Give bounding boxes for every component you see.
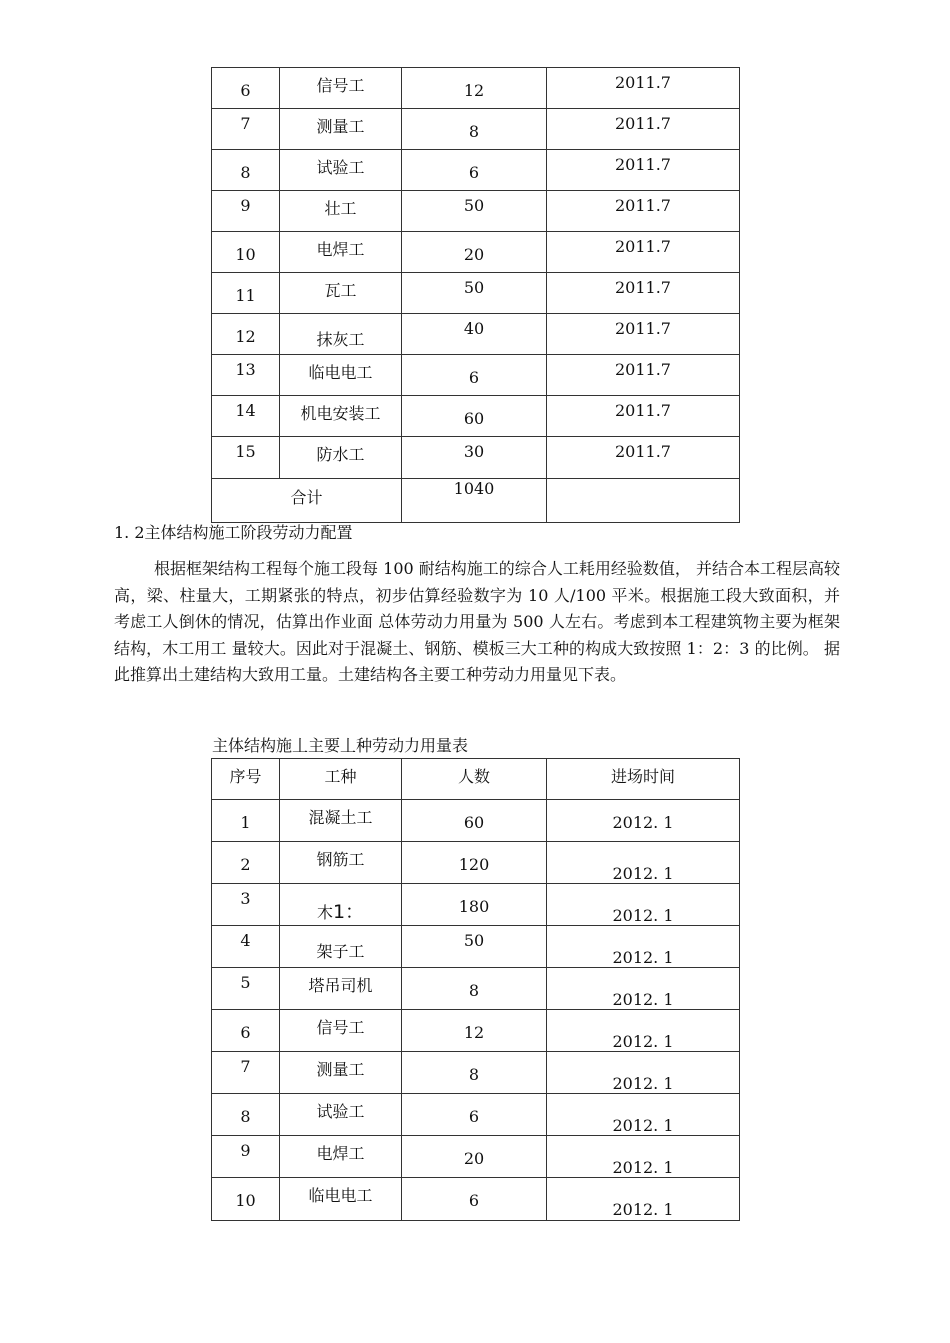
table-row bbox=[212, 1178, 740, 1221]
entry-date: 2012. 1 bbox=[547, 1010, 740, 1052]
table-row bbox=[212, 273, 740, 314]
row-number: 12 bbox=[212, 314, 280, 355]
table-header-row bbox=[212, 759, 740, 800]
trade-name: 钢筋工 bbox=[280, 842, 402, 884]
trade-name: 临电电工 bbox=[280, 355, 402, 396]
header-count: 人数 bbox=[402, 759, 547, 800]
table-row bbox=[212, 68, 740, 109]
entry-date: 2012. 1 bbox=[547, 926, 740, 968]
row-number: 15 bbox=[212, 437, 280, 479]
entry-date: 2011.7 bbox=[547, 437, 740, 479]
row-number: 14 bbox=[212, 396, 280, 437]
worker-count: 6 bbox=[402, 1178, 547, 1221]
worker-count: 120 bbox=[402, 842, 547, 884]
trade-name: 测量工 bbox=[280, 109, 402, 150]
trade-name: 电焊工 bbox=[280, 1136, 402, 1178]
table-row bbox=[212, 232, 740, 273]
entry-date: 2012. 1 bbox=[547, 884, 740, 926]
entry-date: 2012. 1 bbox=[547, 800, 740, 842]
worker-count: 6 bbox=[402, 1094, 547, 1136]
entry-date: 2012. 1 bbox=[547, 1178, 740, 1221]
table-row bbox=[212, 150, 740, 191]
total-value: 1040 bbox=[402, 479, 547, 523]
total-date-empty bbox=[547, 479, 740, 523]
table-caption: 主体结构施丄主要丄种劳动力用量表 bbox=[212, 736, 469, 755]
worker-count: 50 bbox=[402, 926, 547, 968]
worker-count: 8 bbox=[402, 968, 547, 1010]
entry-date: 2012. 1 bbox=[547, 842, 740, 884]
worker-count: 40 bbox=[402, 314, 547, 355]
row-number: 4 bbox=[212, 926, 280, 968]
row-number: 2 bbox=[212, 842, 280, 884]
worker-count: 30 bbox=[402, 437, 547, 479]
table-row bbox=[212, 800, 740, 842]
table-row bbox=[212, 437, 740, 479]
worker-count: 12 bbox=[402, 1010, 547, 1052]
labor-table-main-structure bbox=[211, 758, 740, 1221]
table-row bbox=[212, 355, 740, 396]
total-row bbox=[212, 479, 740, 523]
table-row bbox=[212, 884, 740, 926]
row-number: 5 bbox=[212, 968, 280, 1010]
table-row bbox=[212, 1136, 740, 1178]
table-row bbox=[212, 1052, 740, 1094]
trade-name: 试验工 bbox=[280, 150, 402, 191]
worker-count: 60 bbox=[402, 800, 547, 842]
worker-count: 20 bbox=[402, 232, 547, 273]
worker-count: 60 bbox=[402, 396, 547, 437]
trade-name: 壮工 bbox=[280, 191, 402, 232]
table-row bbox=[212, 191, 740, 232]
header-date: 进场时间 bbox=[547, 759, 740, 800]
entry-date: 2011.7 bbox=[547, 109, 740, 150]
row-number: 3 bbox=[212, 884, 280, 926]
worker-count: 8 bbox=[402, 1052, 547, 1094]
table-row bbox=[212, 1010, 740, 1052]
table-row bbox=[212, 926, 740, 968]
row-number: 6 bbox=[212, 68, 280, 109]
worker-count: 6 bbox=[402, 150, 547, 191]
worker-count: 180 bbox=[402, 884, 547, 926]
trade-name bbox=[280, 884, 402, 926]
trade-name-garbled: 1： bbox=[332, 901, 365, 923]
entry-date: 2011.7 bbox=[547, 150, 740, 191]
entry-date: 2011.7 bbox=[547, 396, 740, 437]
trade-name: 机电安装工 bbox=[280, 396, 402, 437]
trade-name: 防水工 bbox=[280, 437, 402, 479]
row-number: 9 bbox=[212, 191, 280, 232]
worker-count: 12 bbox=[402, 68, 547, 109]
row-number: 8 bbox=[212, 1094, 280, 1136]
trade-name: 抹灰工 bbox=[280, 314, 402, 355]
table-row bbox=[212, 396, 740, 437]
entry-date: 2011.7 bbox=[547, 191, 740, 232]
trade-name: 临电电工 bbox=[280, 1178, 402, 1221]
trade-name: 瓦工 bbox=[280, 273, 402, 314]
trade-name: 架子工 bbox=[280, 926, 402, 968]
table-row bbox=[212, 842, 740, 884]
worker-count: 50 bbox=[402, 191, 547, 232]
row-number: 11 bbox=[212, 273, 280, 314]
entry-date: 2012. 1 bbox=[547, 1136, 740, 1178]
body-paragraph bbox=[114, 556, 840, 689]
row-number: 13 bbox=[212, 355, 280, 396]
entry-date: 2012. 1 bbox=[547, 968, 740, 1010]
trade-name: 电焊工 bbox=[280, 232, 402, 273]
entry-date: 2011.7 bbox=[547, 232, 740, 273]
entry-date: 2011.7 bbox=[547, 355, 740, 396]
trade-name: 信号工 bbox=[280, 1010, 402, 1052]
row-number: 1 bbox=[212, 800, 280, 842]
labor-table-continued bbox=[211, 67, 740, 523]
entry-date: 2012. 1 bbox=[547, 1094, 740, 1136]
entry-date: 2011.7 bbox=[547, 273, 740, 314]
row-number: 10 bbox=[212, 232, 280, 273]
header-number: 序号 bbox=[212, 759, 280, 800]
entry-date: 2011.7 bbox=[547, 314, 740, 355]
section-heading: 1. 2主体结构施工阶段劳动力配置 bbox=[114, 523, 353, 542]
table-row bbox=[212, 109, 740, 150]
row-number: 6 bbox=[212, 1010, 280, 1052]
trade-name: 试验工 bbox=[280, 1094, 402, 1136]
header-trade: 工种 bbox=[280, 759, 402, 800]
worker-count: 50 bbox=[402, 273, 547, 314]
trade-name: 塔吊司机 bbox=[280, 968, 402, 1010]
trade-name: 信号工 bbox=[280, 68, 402, 109]
table-row bbox=[212, 314, 740, 355]
row-number: 10 bbox=[212, 1178, 280, 1221]
row-number: 9 bbox=[212, 1136, 280, 1178]
worker-count: 6 bbox=[402, 355, 547, 396]
row-number: 7 bbox=[212, 109, 280, 150]
trade-name: 测量工 bbox=[280, 1052, 402, 1094]
worker-count: 20 bbox=[402, 1136, 547, 1178]
row-number: 7 bbox=[212, 1052, 280, 1094]
paragraph-text: 根据框架结构工程每个施工段每 100 耐结构施工的综合人工耗用经验数值， 并结合本工程层高较高，梁、柱量大，工期紧张的特点，初步估算经验数字为 10 人/100 平米。根据施工段大致面积，并考虑工人倒休的情况，估算出作业面 总体劳动力用量为 500 人左右。考虑到本工程建筑物主要为框架结构，木工用工 量较大。因此对于混凝土、钢筋、模板三大工种的构成大致按照 1：2：3 的比例。 据此推算出土建结构大致用工量。土建结构各主要工种劳动力用量见下表。 bbox=[114, 559, 840, 684]
trade-name: 混凝土工 bbox=[280, 800, 402, 842]
table-row bbox=[212, 1094, 740, 1136]
entry-date: 2012. 1 bbox=[547, 1052, 740, 1094]
table-row bbox=[212, 968, 740, 1010]
total-label: 合计 bbox=[212, 479, 402, 523]
row-number: 8 bbox=[212, 150, 280, 191]
worker-count: 8 bbox=[402, 109, 547, 150]
trade-name-char: 木 bbox=[316, 903, 333, 922]
entry-date: 2011.7 bbox=[547, 68, 740, 109]
